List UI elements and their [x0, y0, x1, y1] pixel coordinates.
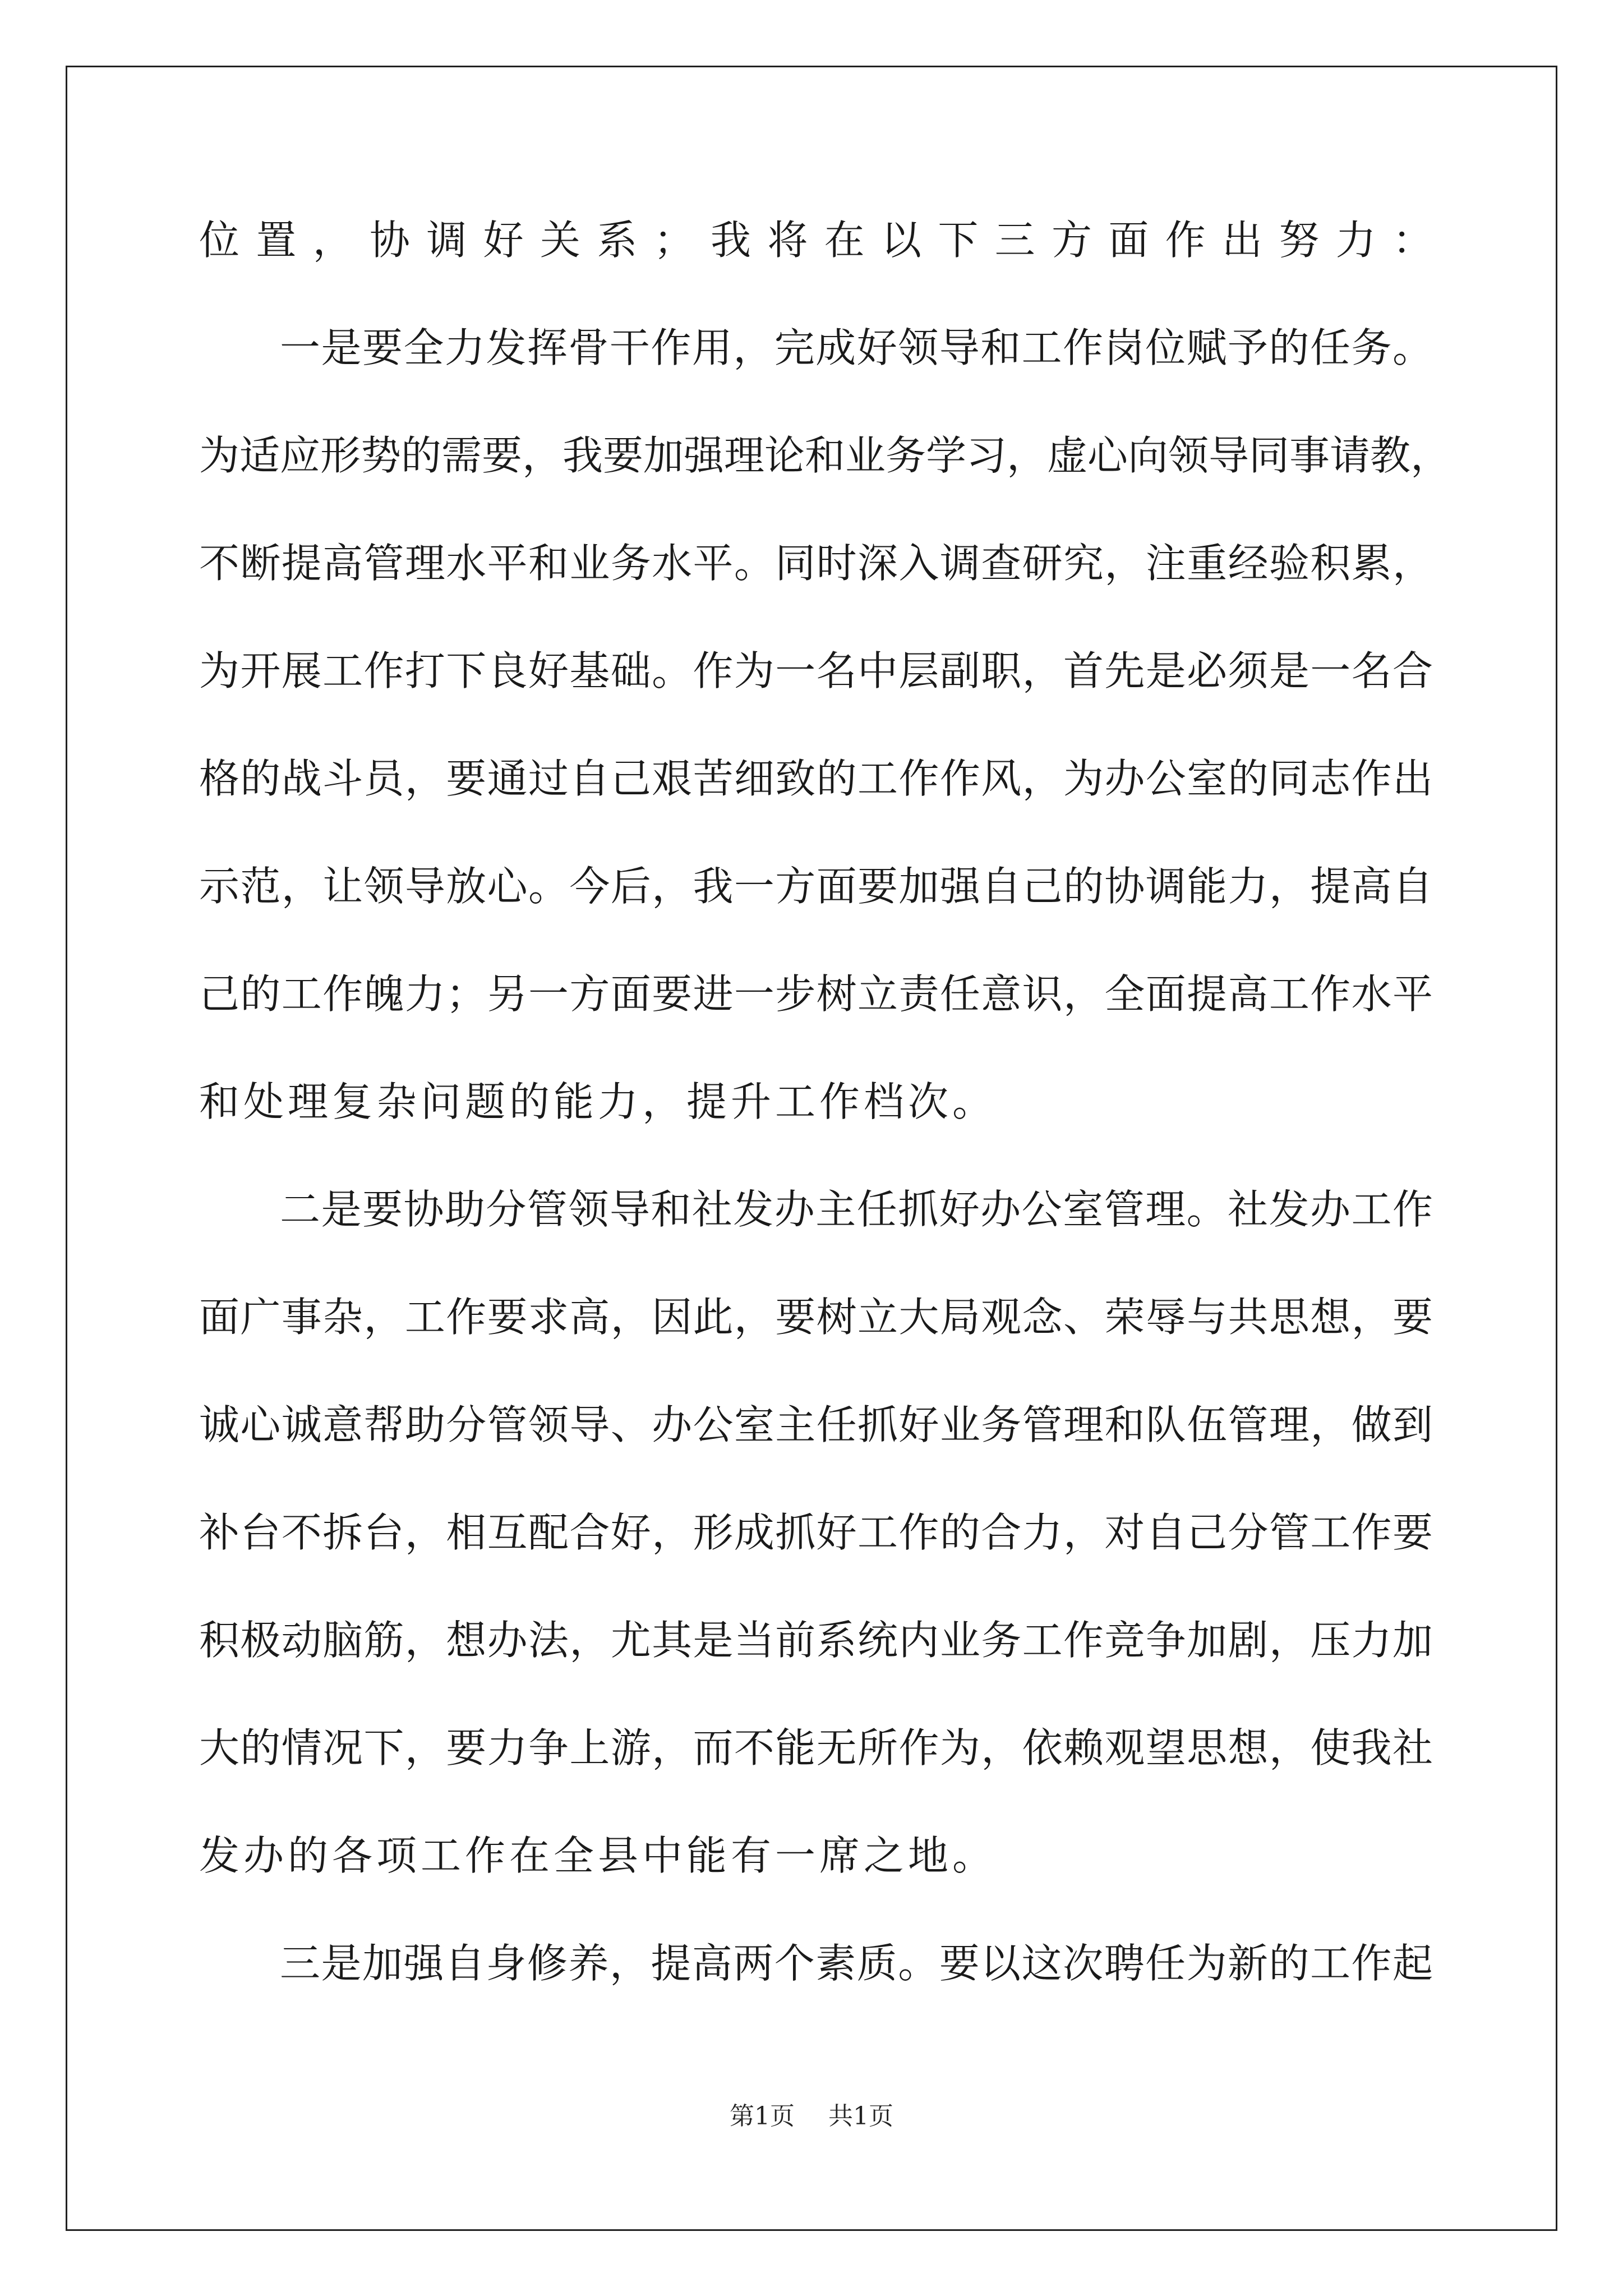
text-line: 发办的各项工作在全县中能有一席之地。 [199, 1832, 997, 1879]
page-footer [0, 2101, 1623, 2132]
text-line: 面广事杂，工作要求高，因此，要树立大局观念、荣辱与共思想，要 [199, 1294, 1433, 1341]
text-line: 示范，让领导放心。今后，我一方面要加强自己的协调能力，提高自 [199, 863, 1433, 910]
page-total: 共1页 [828, 2102, 893, 2131]
text-line: 格的战斗员，要通过自己艰苦细致的工作作风，为办公室的同志作出 [199, 755, 1433, 802]
text-line: 诚心诚意帮助分管领导、办公室主任抓好业务管理和队伍管理，做到 [199, 1401, 1433, 1448]
paragraph-first-line: 一是要全力发挥骨干作用，完成好领导和工作岗位赋予的任务。 [280, 324, 1433, 371]
text-line: 补台不拆台，相互配合好，形成抓好工作的合力，对自己分管工作要 [199, 1509, 1433, 1556]
text-line: 为开展工作打下良好基础。作为一名中层副职，首先是必须是一名合 [199, 647, 1433, 694]
text-line: 和处理复杂问题的能力，提升工作档次。 [199, 1078, 997, 1125]
document-body [199, 213, 1451, 2044]
text-line: 积极动脑筋，想办法，尤其是当前系统内业务工作竞争加剧，压力加 [199, 1617, 1433, 1664]
text-line: 为适应形势的需要，我要加强理论和业务学习，虚心向领导同事请教， [199, 432, 1451, 479]
text-line: 己的工作魄力；另一方面要进一步树立责任意识，全面提高工作水平 [199, 970, 1433, 1018]
page-number: 第1页 [730, 2102, 795, 2131]
paragraph-first-line: 二是要协助分管领导和社发办主任抓好办公室管理。社发办工作 [280, 1186, 1433, 1233]
text-line: 位置，协调好关系；我将在以下三方面作出努力： [199, 217, 1433, 264]
paragraph-first-line: 三是加强自身修养，提高两个素质。要以这次聘任为新的工作起 [280, 1940, 1433, 1987]
text-line: 不断提高管理水平和业务水平。同时深入调查研究，注重经验积累， [199, 540, 1433, 587]
text-line: 大的情况下，要力争上游，而不能无所作为，依赖观望思想，使我社 [199, 1724, 1433, 1772]
